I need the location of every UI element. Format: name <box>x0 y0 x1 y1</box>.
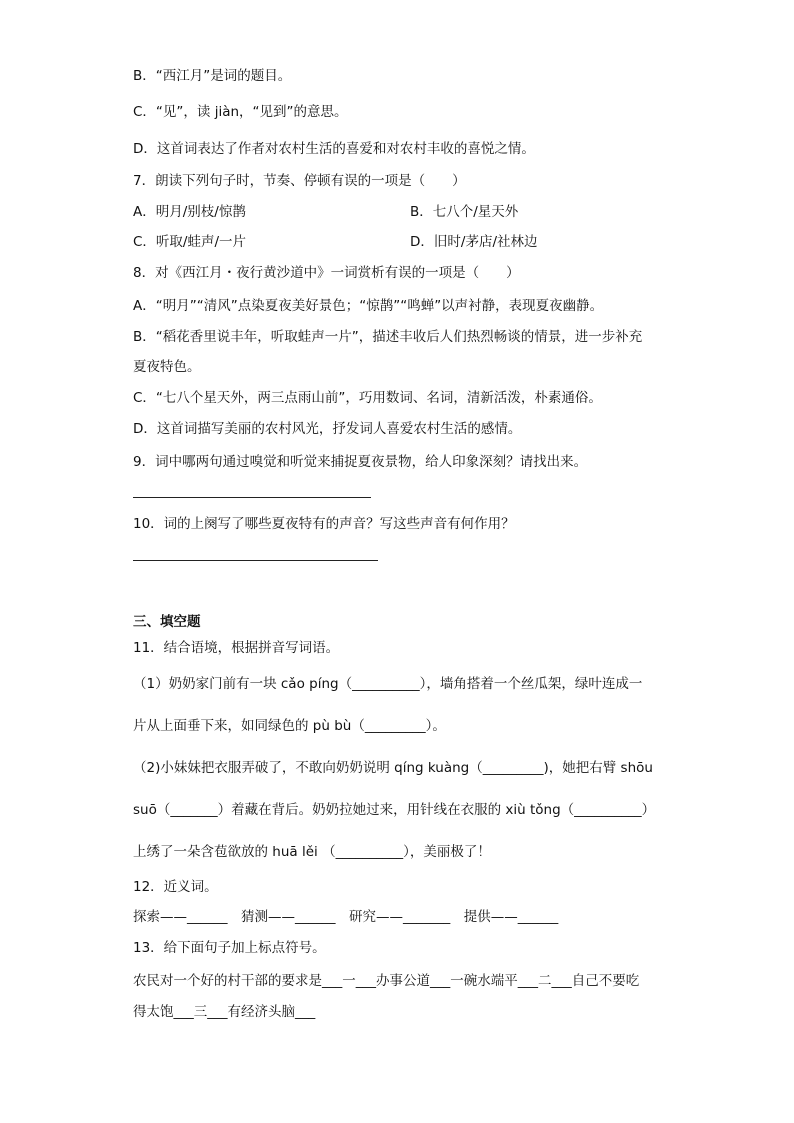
question-10: 10．词的上阕写了哪些夏夜特有的声音？写这些声音有何作用？ <box>133 516 515 532</box>
option-c-q8: C．“七八个星天外，两三点雨山前”，巧用数词、名词，清新活泼，朴素通俗。 <box>133 390 602 406</box>
q12-synonym-blanks: 探索——______ 猜测——______ 研究——_______ 提供——______ <box>133 909 559 925</box>
question-12: 12．近义词。 <box>133 879 218 895</box>
option-a-q7: A．明月/别枝/惊鹊 <box>133 204 246 220</box>
option-b-q8: B．“稻花香里说丰年，听取蛙声一片”，描述丰收后人们热烈畅谈的情景，进一步补充 <box>133 329 643 345</box>
q11-part2-line1: （2)小妹妹把衣服弄破了，不敢向奶奶说明 qíng kuàng（_________)，她把右臂 shōu <box>133 760 653 776</box>
question-13: 13．给下面句子加上标点符号。 <box>133 940 326 956</box>
q11-part1-line2: 片从上面垂下来，如同绿色的 pù bù（_________）。 <box>133 718 446 734</box>
option-d-q8: D．这首词描写美丽的农村风光，抒发词人喜爱农村生活的感情。 <box>133 421 522 437</box>
answer-line-q10[interactable] <box>133 560 378 561</box>
option-b-q8-cont: 夏夜特色。 <box>133 359 201 375</box>
answer-line-q9[interactable] <box>133 497 371 498</box>
option-b-q6: B．“西江月”是词的题目。 <box>133 68 292 84</box>
question-7: 7．朗读下列句子时，节奏、停顿有误的一项是（ ） <box>133 173 466 189</box>
q11-part2-line2: suō（_______）着藏在背后。奶奶拉她过来，用针线在衣服的 xiù tǒng（__________） <box>133 802 656 818</box>
option-c-q6: C．“见”，读 jiàn，“见到”的意思。 <box>133 104 348 120</box>
option-a-q8: A．“明月”“清风”点染夏夜美好景色；“惊鹊”“鸣蝉”以声衬静，表现夏夜幽静。 <box>133 298 604 314</box>
option-d-q7: D．旧时/茅店/社林边 <box>410 234 538 250</box>
question-8: 8．对《西江月・夜行黄沙道中》一词赏析有误的一项是（ ） <box>133 265 520 281</box>
q11-part1-line1: （1）奶奶家门前有一块 cǎo píng（__________），墙角搭着一个丝瓜架，绿叶连成一 <box>133 676 643 692</box>
option-d-q6: D．这首词表达了作者对农村生活的喜爱和对农村丰收的喜悦之情。 <box>133 141 535 157</box>
section-heading-fill-blank: 三、填空题 <box>133 614 201 630</box>
option-b-q7: B．七八个/星天外 <box>410 204 519 220</box>
q13-sentence-line1: 农民对一个好的村干部的要求是___一___办事公道___一碗水端平___二___自己不要吃 <box>133 973 640 989</box>
question-9: 9．词中哪两句通过嗅觉和听觉来捕捉夏夜景物，给人印象深刻？请找出来。 <box>133 454 588 470</box>
question-11: 11．结合语境，根据拼音写词语。 <box>133 640 340 656</box>
option-c-q7: C．听取/蛙声/一片 <box>133 234 247 250</box>
q13-sentence-line2: 得太饱___三___有经济头脑___ <box>133 1004 316 1020</box>
q11-part2-line3: 上绣了一朵含苞欲放的 huā lěi （__________），美丽极了！ <box>133 844 491 860</box>
